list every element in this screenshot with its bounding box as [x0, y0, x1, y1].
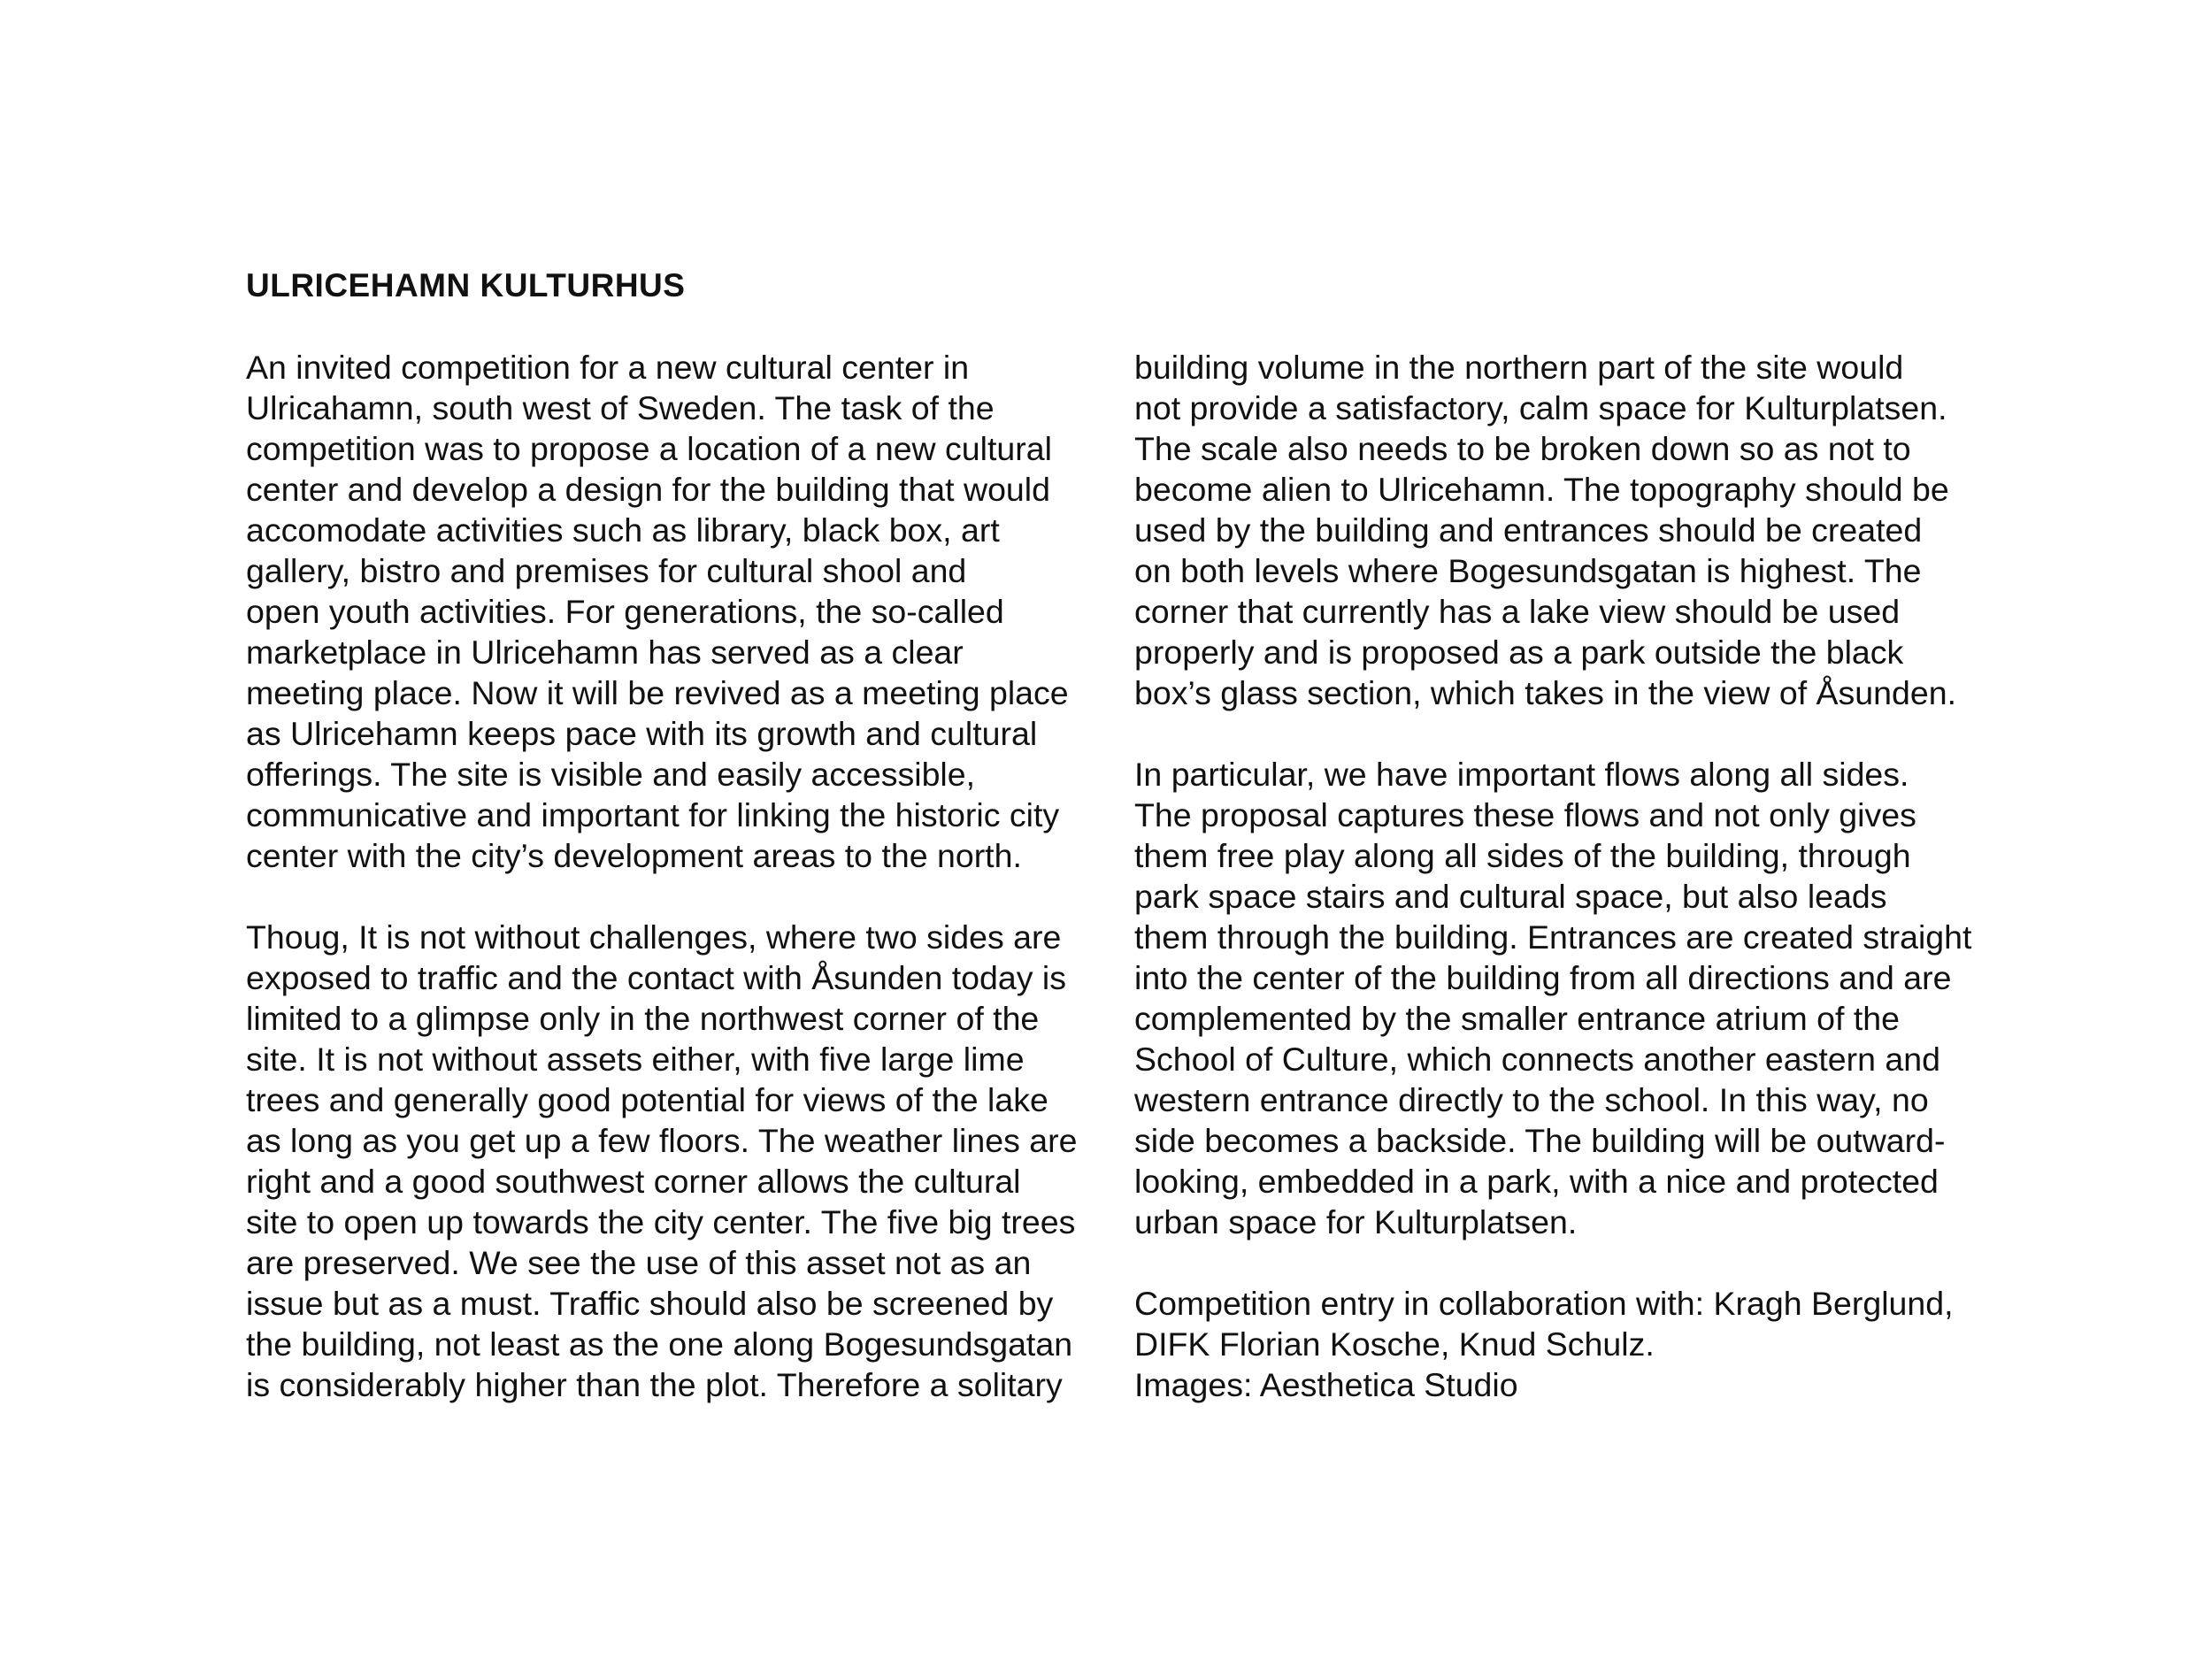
paragraph — [1134, 1283, 1971, 1405]
text-line: building volume in the northern part of the site would — [1134, 349, 1904, 386]
text-line: the building, not least as the one along Bogesundsgatan — [246, 1325, 1073, 1363]
text-line: not provide a satisfactory, calm space for Kulturplatsen. — [1134, 389, 1947, 426]
text-line: site to open up towards the city center. The five big trees — [246, 1203, 1076, 1240]
text-line: offerings. The site is visible and easily accessible, — [246, 756, 976, 793]
text-line: used by the building and entrances should be created — [1134, 511, 1923, 549]
text-line: western entrance directly to the school. In this way, no — [1134, 1081, 1929, 1118]
text-line: site. It is not without assets either, with five large lime — [246, 1041, 1025, 1078]
text-line: marketplace in Ulricehamn has served as a clear — [246, 634, 964, 671]
text-line: School of Culture, which connects another eastern and — [1134, 1041, 1940, 1078]
paragraph — [246, 917, 1077, 1405]
text-line: Ulricahamn, south west of Sweden. The task of the — [246, 389, 995, 426]
text-line: Images: Aesthetica Studio — [1134, 1366, 1518, 1403]
text-line: center with the city’s development areas to the north. — [246, 837, 1022, 874]
paragraph-gap — [246, 876, 1077, 917]
text-line: complemented by the smaller entrance atrium of the — [1134, 1000, 1901, 1037]
paragraph — [1134, 754, 1971, 1242]
text-line: issue but as a must. Traffic should also be screened by — [246, 1285, 1054, 1322]
text-line: them free play along all sides of the building, through — [1134, 837, 1911, 874]
text-line: is considerably higher than the plot. Therefore a solitary — [246, 1366, 1063, 1403]
text-line: urban space for Kulturplatsen. — [1134, 1203, 1578, 1240]
text-line: corner that currently has a lake view should be used — [1134, 593, 1901, 630]
text-line: become alien to Ulricehamn. The topography should be — [1134, 471, 1949, 508]
text-line: The proposal captures these flows and not only gives — [1134, 796, 1916, 833]
text-line: on both levels where Bogesundsgatan is highest. The — [1134, 552, 1922, 589]
text-line: center and develop a design for the building that would — [246, 471, 1050, 508]
paragraph-gap — [1134, 1242, 1971, 1283]
text-line: meeting place. Now it will be revived as a meeting place — [246, 674, 1069, 711]
text-line: competition was to propose a location of a new cultural — [246, 430, 1052, 467]
text-line: open youth activities. For generations, the so-called — [246, 593, 1004, 630]
text-line: as Ulricehamn keeps pace with its growth and cultural — [246, 715, 1038, 752]
text-line: gallery, bistro and premises for cultural shool and — [246, 552, 967, 589]
left-text-column — [246, 347, 1077, 1405]
paragraph-gap — [1134, 713, 1971, 754]
text-line: An invited competition for a new cultural center in — [246, 349, 970, 386]
text-line: are preserved. We see the use of this asset not as an — [246, 1244, 1032, 1281]
text-line: properly and is proposed as a park outside the black — [1134, 634, 1904, 671]
text-line: as long as you get up a few floors. The weather lines are — [246, 1122, 1078, 1159]
text-line: accomodate activities such as library, black box, art — [246, 511, 1000, 549]
text-line: Thoug, It is not without challenges, where two sides are — [246, 918, 1062, 956]
text-line: them through the building. Entrances are created straight — [1134, 918, 1972, 956]
right-text-column — [1134, 347, 1971, 1405]
text-line: exposed to traffic and the contact with Åsunden today is — [246, 959, 1066, 996]
text-line: The scale also needs to be broken down so as not to — [1134, 430, 1911, 467]
paragraph — [246, 347, 1077, 876]
text-line: into the center of the building from all directions and are — [1134, 959, 1952, 996]
text-line: looking, embedded in a park, with a nice and protected — [1134, 1163, 1939, 1200]
text-line: Competition entry in collaboration with: Kragh Berglund, — [1134, 1285, 1954, 1322]
page-title: ULRICEHAMN KULTURHUS — [246, 267, 686, 303]
text-line: box’s glass section, which takes in the view of Åsunden. — [1134, 674, 1956, 711]
text-line: park space stairs and cultural space, but also leads — [1134, 878, 1887, 915]
text-line: In particular, we have important flows along all sides. — [1134, 756, 1909, 793]
text-line: DIFK Florian Kosche, Knud Schulz. — [1134, 1325, 1655, 1363]
text-line: right and a good southwest corner allows the cultural — [246, 1163, 1021, 1200]
text-line: side becomes a backside. The building will be outward- — [1134, 1122, 1946, 1159]
paragraph — [1134, 347, 1971, 713]
text-line: communicative and important for linking the historic city — [246, 796, 1060, 833]
text-line: trees and generally good potential for views of the lake — [246, 1081, 1048, 1118]
text-line: limited to a glimpse only in the northwest corner of the — [246, 1000, 1040, 1037]
